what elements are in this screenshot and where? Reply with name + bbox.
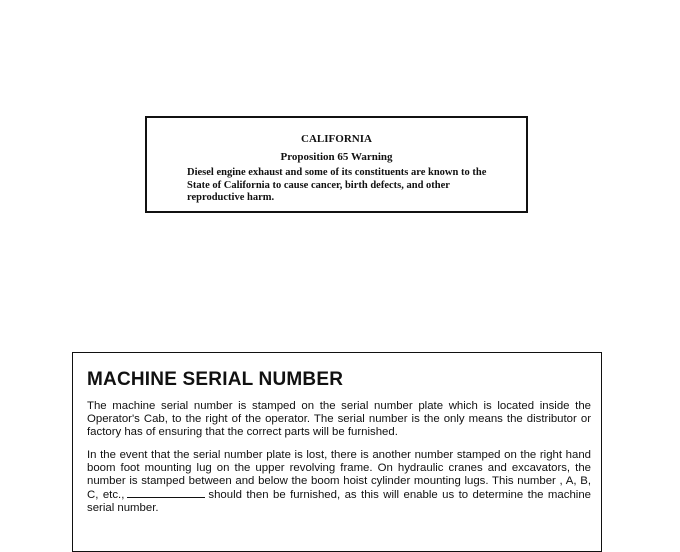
serial-number-section bbox=[72, 352, 602, 552]
warning-title: CALIFORNIA bbox=[301, 133, 372, 145]
prop65-warning-box bbox=[145, 116, 528, 213]
warning-subtitle: Proposition 65 Warning bbox=[280, 151, 393, 163]
serial-paragraph-2-before: In the event that the serial number plate is lost, there is another number stamped on the right hand boom foot mounting lug on the upper revolving frame. On hydraulic cranes and excavators, the number is stamped between and below the boom hoist cylinder mounting lugs. This number , A, B, C, etc., bbox=[87, 449, 591, 501]
serial-paragraph-2 bbox=[87, 449, 591, 515]
warning-body: Diesel engine exhaust and some of its constituents are known to the State of California to cause cancer, birth defects, and other reproductive harm. bbox=[187, 167, 487, 203]
serial-heading: MACHINE SERIAL NUMBER bbox=[87, 369, 344, 390]
serial-paragraph-2-after: should then be furnished, as this will enable us to determine the machine serial number. bbox=[87, 489, 591, 514]
serial-blank-line bbox=[127, 488, 205, 498]
serial-paragraph-1: The machine serial number is stamped on the serial number plate which is located inside the Operator's Cab, to the right of the operator. The serial number is the only means the distributor or factory has of ensuring that the correct parts will be furnished. bbox=[87, 400, 591, 438]
